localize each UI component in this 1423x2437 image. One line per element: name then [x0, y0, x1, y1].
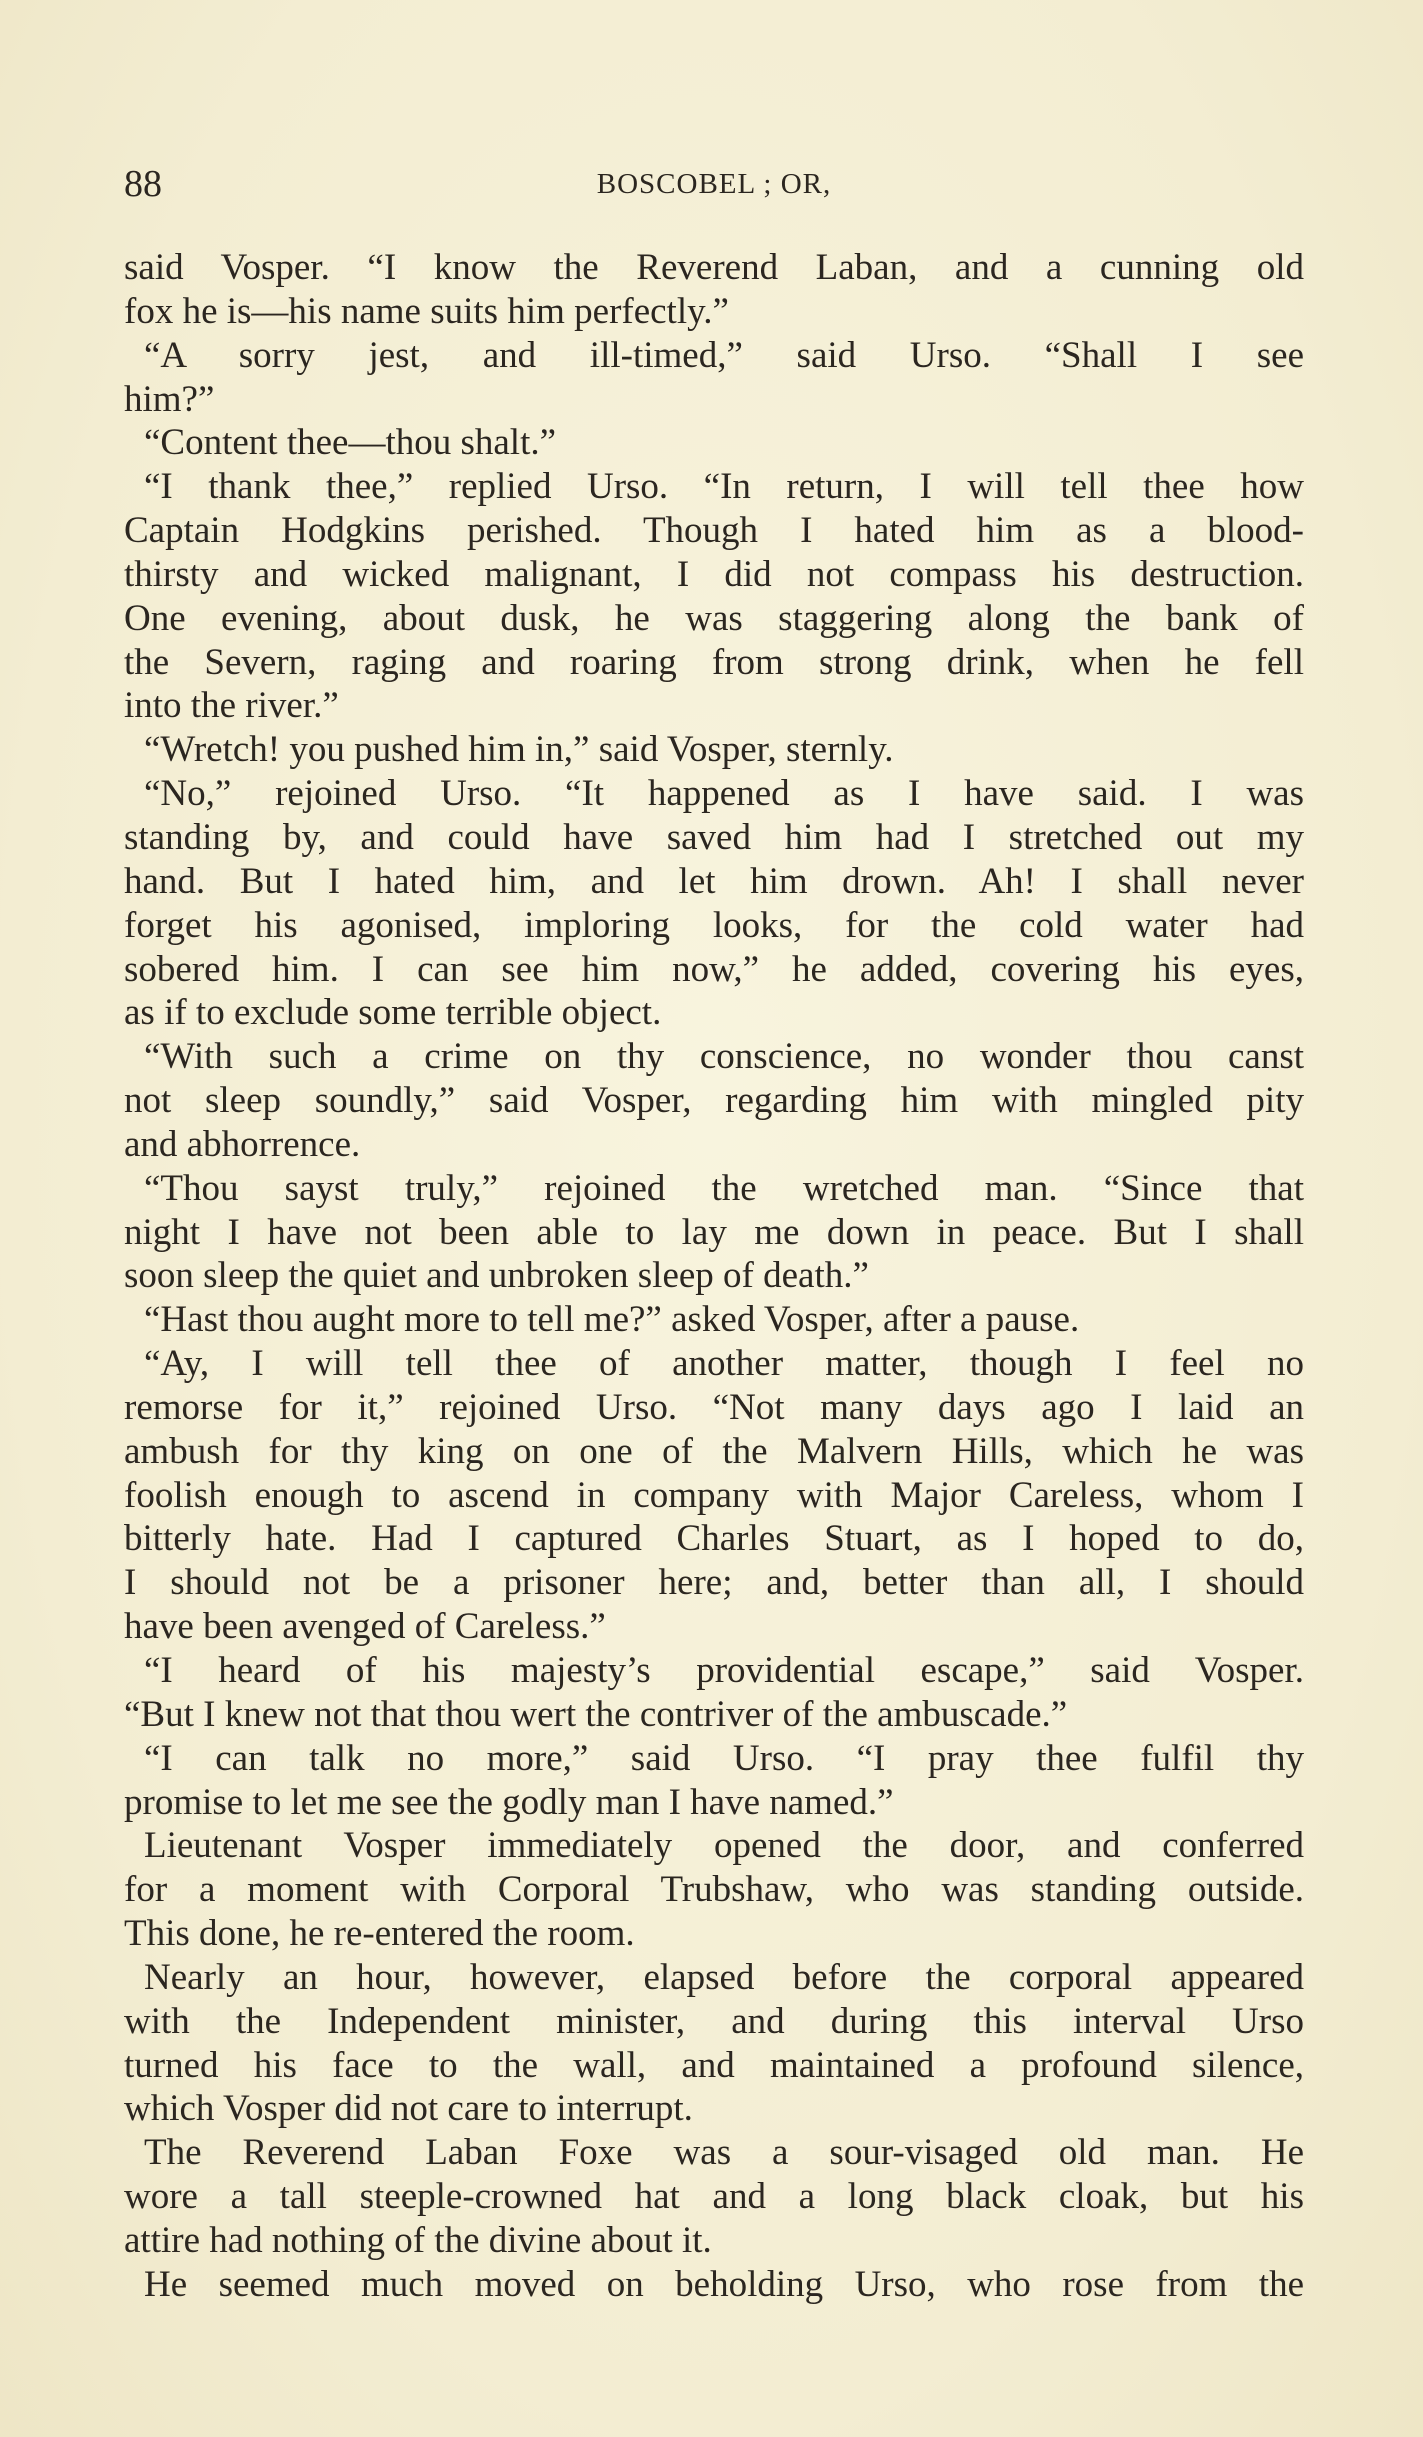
page-header	[124, 162, 1304, 208]
running-title: BOSCOBEL ; OR,	[596, 168, 832, 200]
text-line: sobered him. I can see him now,” he added, covering his eyes,	[124, 948, 1304, 990]
paragraph	[124, 728, 1304, 772]
page-body-text	[124, 246, 1304, 2307]
text-line: “I can talk no more,” said Urso. “I pray thee fulfil thy	[144, 1737, 1304, 1779]
paragraph	[124, 1649, 1304, 1737]
paragraph	[124, 1956, 1304, 2131]
page-number: 88	[124, 163, 162, 205]
text-line: foolish enough to ascend in company with Major Careless, whom I	[124, 1474, 1304, 1516]
text-line: said Vosper. “I know the Reverend Laban, and a cunning old	[124, 247, 1304, 288]
text-line: Lieutenant Vosper immediately opened the door, and conferred	[144, 1825, 1304, 1867]
text-line: ambush for thy king on one of the Malvern Hills, which he was	[124, 1430, 1304, 1472]
paragraph	[124, 1035, 1304, 1167]
text-line: into the river.”	[124, 685, 339, 727]
paragraph	[124, 421, 1304, 465]
text-line: which Vosper did not care to interrupt.	[124, 2088, 693, 2130]
text-line: wore a tall steeple-crowned hat and a long black cloak, but his	[124, 2176, 1304, 2218]
text-line: for a moment with Corporal Trubshaw, who was standing outside.	[124, 1869, 1304, 1911]
text-line: He seemed much moved on beholding Urso, who rose from the	[144, 2263, 1304, 2305]
text-line: as if to exclude some terrible object.	[124, 992, 662, 1034]
text-line: “Thou sayst truly,” rejoined the wretched man. “Since that	[144, 1167, 1304, 1209]
text-line: hand. But I hated him, and let him drown. Ah! I shall never	[124, 860, 1304, 902]
text-line: “Content thee—thou shalt.”	[144, 422, 557, 464]
text-line: with the Independent minister, and during this interval Urso	[124, 2000, 1304, 2042]
text-line: “I thank thee,” replied Urso. “In return, I will tell thee how	[144, 466, 1304, 508]
text-line: The Reverend Laban Foxe was a sour-visaged old man. He	[144, 2132, 1304, 2174]
text-line: Nearly an hour, however, elapsed before the corporal appeared	[144, 1956, 1304, 1998]
text-line: I should not be a prisoner here; and, better than all, I should	[124, 1562, 1304, 1604]
paragraph	[124, 2131, 1304, 2263]
text-line: have been avenged of Careless.”	[124, 1606, 606, 1648]
text-line: the Severn, raging and roaring from strong drink, when he fell	[124, 641, 1304, 683]
paragraph	[124, 772, 1304, 1035]
paragraph	[124, 1298, 1304, 1342]
text-line: fox he is—his name suits him perfectly.”	[124, 290, 729, 332]
paragraph	[124, 1342, 1304, 1649]
text-line: thirsty and wicked malignant, I did not compass his destruction.	[124, 553, 1304, 595]
text-line: “No,” rejoined Urso. “It happened as I have said. I was	[144, 773, 1304, 815]
text-line: standing by, and could have saved him had I stretched out my	[124, 816, 1304, 858]
paragraph	[124, 2263, 1304, 2307]
text-line: “Hast thou aught more to tell me?” asked Vosper, after a pause.	[144, 1299, 1080, 1341]
text-line: night I have not been able to lay me down in peace. But I shall	[124, 1211, 1304, 1253]
text-line: and abhorrence.	[124, 1123, 361, 1165]
text-line: turned his face to the wall, and maintained a profound silence,	[124, 2044, 1304, 2086]
text-line: promise to let me see the godly man I have named.”	[124, 1781, 894, 1823]
paragraph	[124, 334, 1304, 422]
text-line: remorse for it,” rejoined Urso. “Not many days ago I laid an	[124, 1386, 1304, 1428]
paragraph	[124, 1167, 1304, 1299]
paragraph	[124, 246, 1304, 334]
text-line: Captain Hodgkins perished. Though I hated him as a blood-	[124, 510, 1304, 552]
paragraph	[124, 465, 1304, 728]
text-line: “Ay, I will tell thee of another matter, though I feel no	[144, 1343, 1304, 1385]
text-line: attire had nothing of the divine about it.	[124, 2219, 712, 2261]
paragraph	[124, 1737, 1304, 1825]
text-line: “But I knew not that thou wert the contriver of the ambuscade.”	[124, 1693, 1068, 1735]
text-line: bitterly hate. Had I captured Charles Stuart, as I hoped to do,	[124, 1518, 1304, 1560]
text-line: him?”	[124, 378, 215, 420]
text-line: soon sleep the quiet and unbroken sleep of death.”	[124, 1255, 869, 1297]
text-line: “I heard of his majesty’s providential escape,” said Vosper.	[144, 1650, 1304, 1691]
text-line: “Wretch! you pushed him in,” said Vosper, sternly.	[144, 729, 894, 771]
text-line: This done, he re-entered the room.	[124, 1913, 635, 1955]
text-line: not sleep soundly,” said Vosper, regarding him with mingled pity	[124, 1080, 1304, 1122]
text-line: One evening, about dusk, he was staggering along the bank of	[124, 597, 1304, 639]
text-line: “A sorry jest, and ill-timed,” said Urso. “Shall I see	[144, 334, 1304, 376]
text-line: “With such a crime on thy conscience, no wonder thou canst	[144, 1036, 1304, 1078]
paragraph	[124, 1824, 1304, 1956]
text-line: forget his agonised, imploring looks, for the cold water had	[124, 904, 1304, 946]
